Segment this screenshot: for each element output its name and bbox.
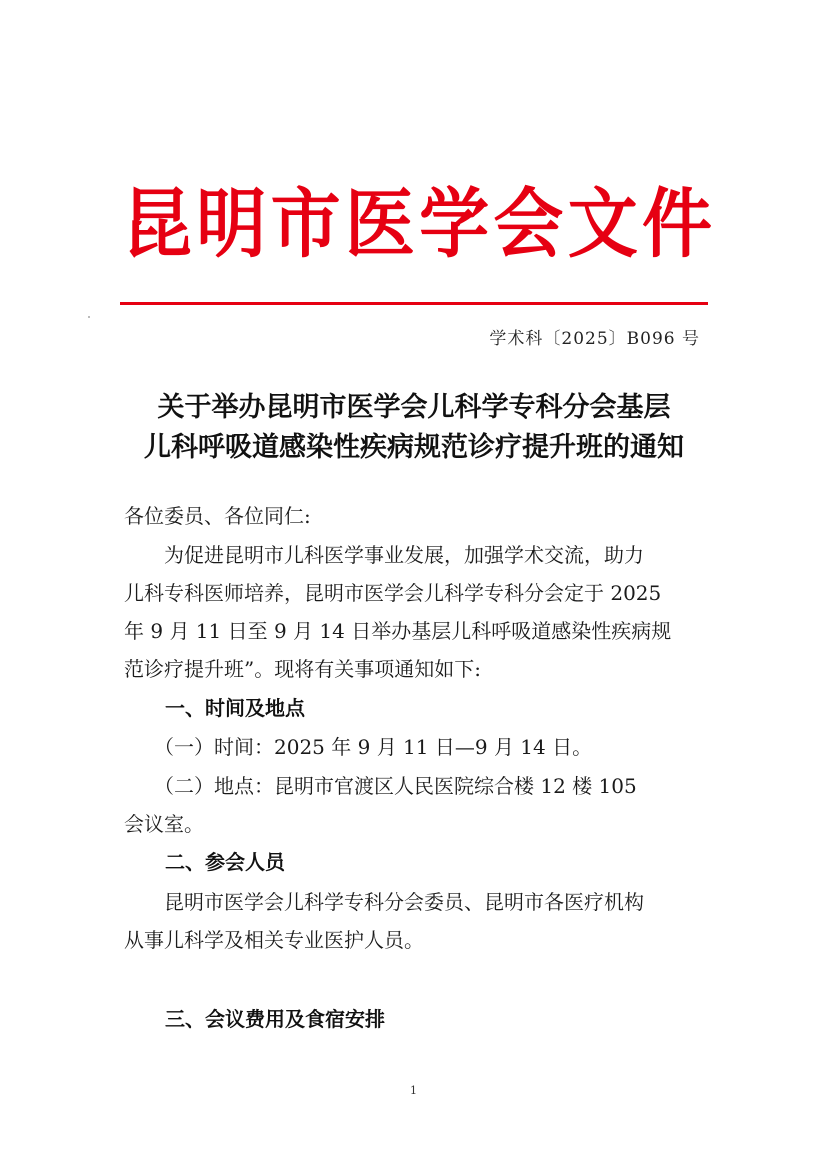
header-char: 市 [270, 179, 341, 269]
section-3-heading: 三、会议费用及食宿安排 [165, 1007, 385, 1031]
header-char: 会 [493, 179, 564, 269]
section-2-paragraph [124, 883, 704, 959]
document-number: 学术科〔2025〕B096 号 [489, 329, 700, 349]
time-line: （一）时间：2025 年 9 月 11 日—9 月 14 日。 [124, 735, 593, 759]
attendees-line: 从事儿科学及相关专业医护人员。 [124, 928, 424, 952]
header-char: 昆 [122, 179, 192, 269]
intro-line: 年 9 月 11 日至 9 月 14 日举办基层儿科呼吸道感染性疾病规 [124, 619, 672, 643]
intro-paragraph [124, 536, 704, 688]
scan-speck [88, 316, 90, 318]
salutation-text: 各位委员、各位同仁: [124, 504, 311, 528]
page-number: 1 [410, 1084, 417, 1097]
header-char: 明 [196, 179, 267, 269]
section-1-heading: 一、时间及地点 [165, 696, 305, 720]
header-char: 医 [344, 179, 415, 269]
header-char: 文 [567, 179, 638, 269]
header-char: 件 [641, 179, 712, 269]
intro-line: 为促进昆明市儿科医学事业发展，加强学术交流，助力 [124, 543, 644, 567]
intro-line: 范诊疗提升班”。现将有关事项通知如下: [124, 657, 481, 681]
notice-title-line-1: 关于举办昆明市医学会儿科学专科分会基层 [157, 392, 671, 423]
notice-title-line-2: 儿科呼吸道感染性疾病规范诊疗提升班的通知 [144, 432, 684, 463]
place-line: 会议室。 [124, 812, 204, 836]
attendees-line: 昆明市医学会儿科学专科分会委员、昆明市各医疗机构 [124, 890, 644, 914]
red-header-title [122, 176, 712, 272]
red-divider-line [120, 302, 708, 305]
section-1-time [124, 728, 704, 766]
place-line: （二）地点：昆明市官渡区人民医院综合楼 12 楼 105 [124, 774, 637, 798]
section-2-heading: 二、参会人员 [165, 850, 285, 874]
header-char: 学 [419, 179, 490, 269]
section-1-place [124, 767, 704, 843]
salutation [124, 497, 704, 535]
intro-line: 儿科专科医师培养，昆明市医学会儿科学专科分会定于 2025 [124, 581, 662, 605]
